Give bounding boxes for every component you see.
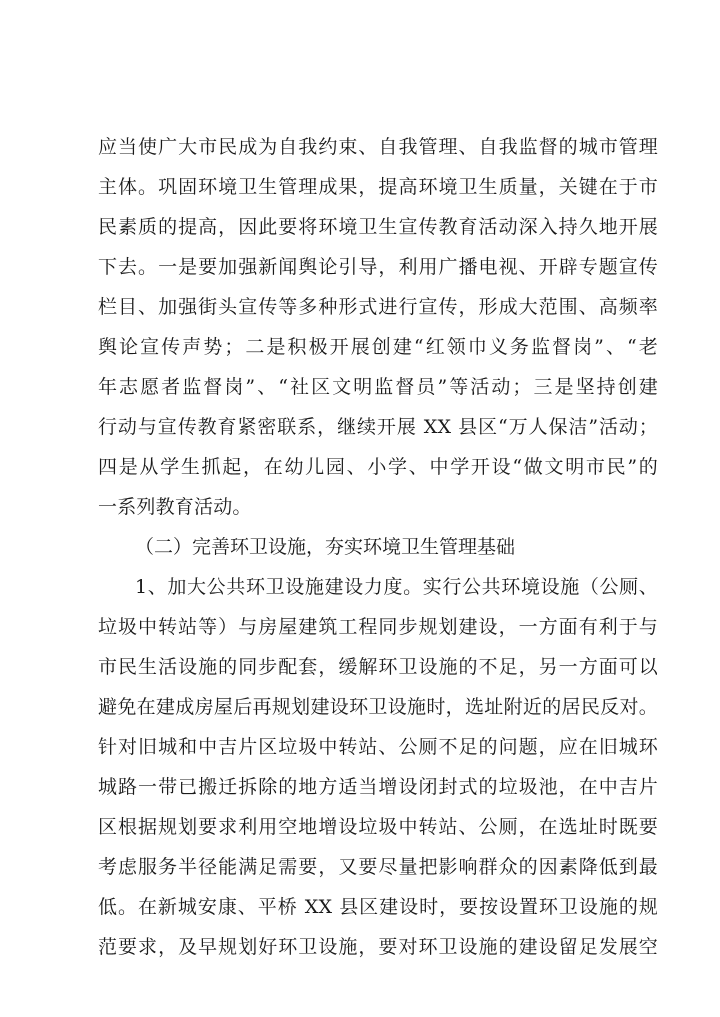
- paragraph-line: 主体。巩固环境卫生管理成果，提高环境卫生质量，关键在于市: [98, 176, 658, 198]
- paragraph-line: 1、加大公共环卫设施建设力度。实行公共环境设施（公厕、: [135, 576, 658, 598]
- paragraph-line: 一系列教育活动。: [98, 496, 252, 518]
- paragraph-line: 避免在建成房屋后再规划建设环卫设施时，选址附近的居民反对。: [98, 696, 658, 718]
- paragraph-line: 应当使广大市民成为自我约束、自我管理、自我监督的城市管理: [98, 136, 658, 158]
- paragraph-line: 民素质的提高，因此要将环境卫生宣传教育活动深入持久地开展: [98, 216, 658, 238]
- paragraph-line: 市民生活设施的同步配套，缓解环卫设施的不足，另一方面可以: [98, 656, 658, 678]
- paragraph-line: 四是从学生抓起，在幼儿园、小学、中学开设“做文明市民”的: [98, 456, 658, 478]
- paragraph-line: 下去。一是要加强新闻舆论引导，利用广播电视、开辟专题宣传: [98, 256, 658, 278]
- paragraph-line: 城路一带已搬迁拆除的地方适当增设闭封式的垃圾池，在中吉片: [98, 776, 658, 798]
- paragraph-line: 低。在新城安康、平桥 XX 县区建设时，要按设置环卫设施的规: [98, 896, 658, 918]
- section-heading: （二）完善环卫设施，夯实环境卫生管理基础: [135, 536, 516, 558]
- paragraph-line: 年志愿者监督岗”、“社区文明监督员”等活动；三是坚持创建: [98, 376, 658, 398]
- paragraph-line: 针对旧城和中吉片区垃圾中转站、公厕不足的问题，应在旧城环: [98, 736, 658, 758]
- paragraph-line: 考虑服务半径能满足需要，又要尽量把影响群众的因素降低到最: [98, 856, 658, 878]
- paragraph-line: 舆论宣传声势；二是积极开展创建“红领巾义务监督岗”、“老: [98, 336, 658, 358]
- paragraph-line: 栏目、加强街头宣传等多种形式进行宣传，形成大范围、高频率: [98, 296, 658, 318]
- paragraph-line: 垃圾中转站等）与房屋建筑工程同步规划建设，一方面有利于与: [98, 616, 658, 638]
- paragraph-line: 行动与宣传教育紧密联系，继续开展 XX 县区“万人保洁”活动；: [98, 416, 658, 438]
- paragraph-line: 范要求，及早规划好环卫设施，要对环卫设施的建设留足发展空: [98, 936, 658, 958]
- paragraph-line: 区根据规划要求利用空地增设垃圾中转站、公厕，在选址时既要: [98, 816, 658, 838]
